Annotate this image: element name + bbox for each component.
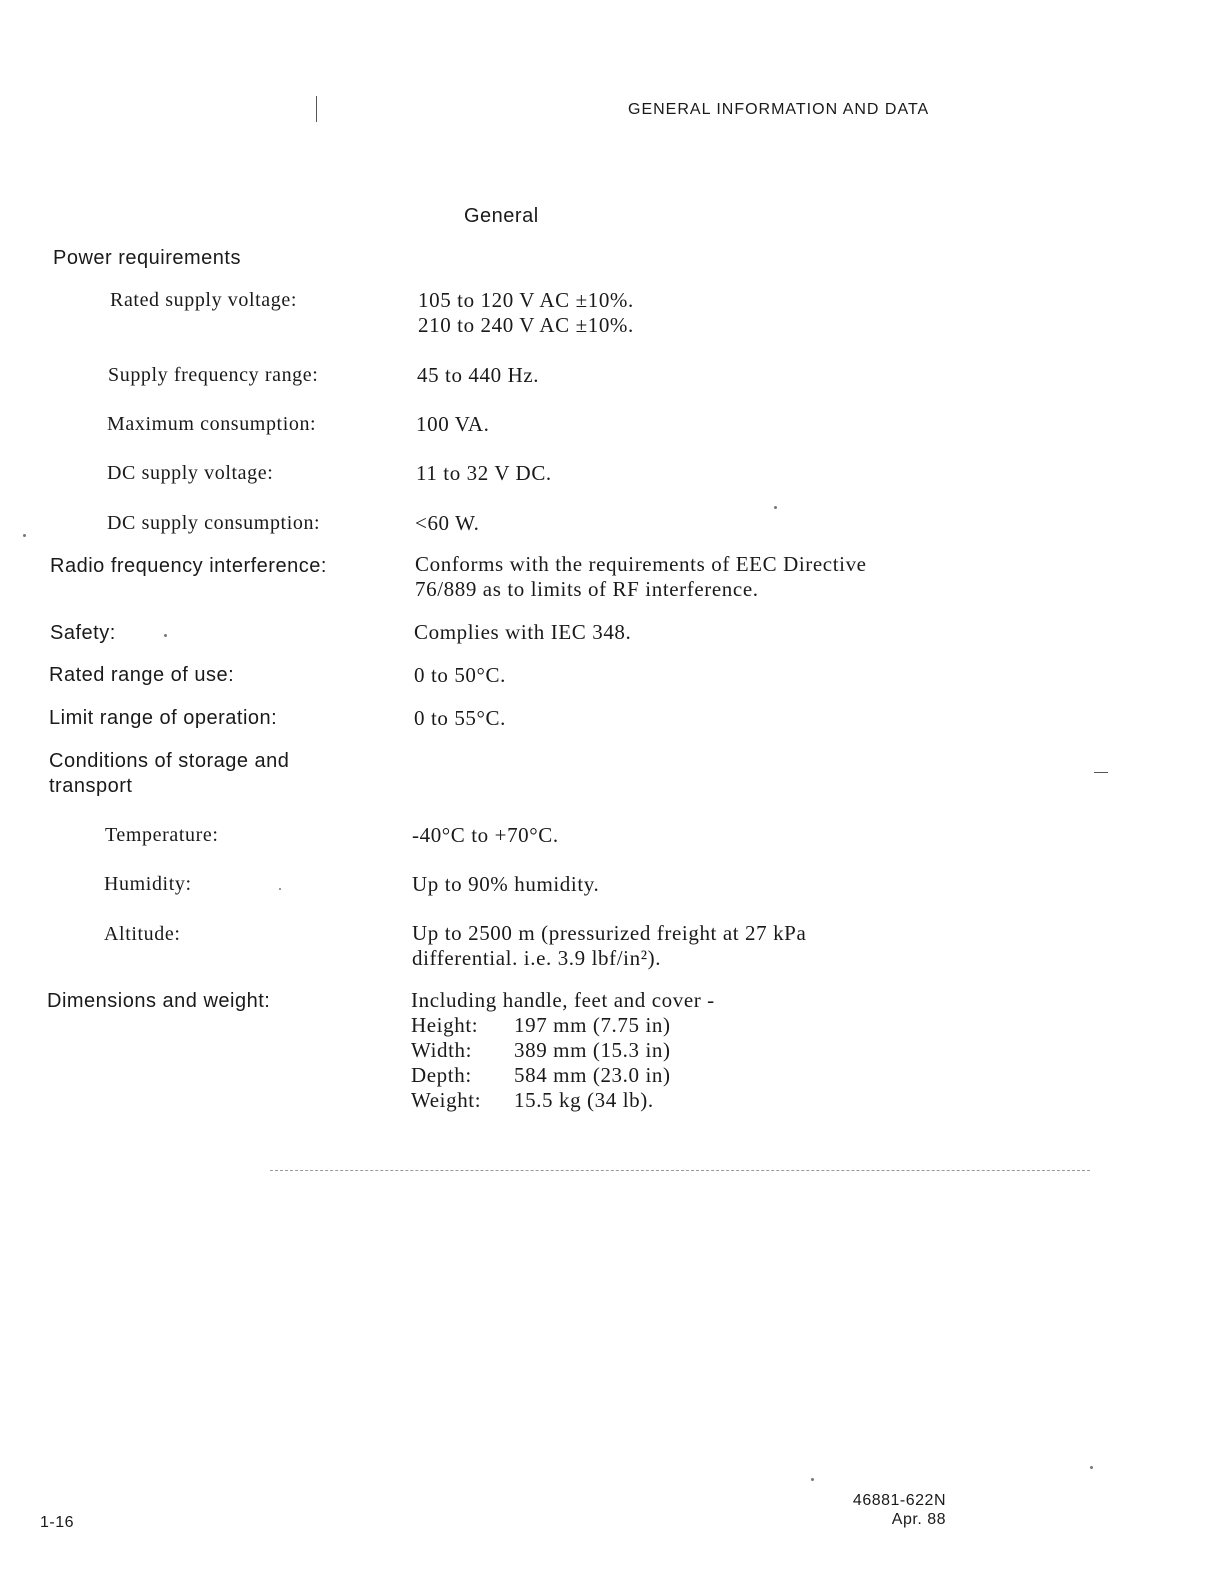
- temperature-value: -40°C to +70°C.: [412, 823, 559, 847]
- scan-mark: [316, 96, 317, 122]
- section-title: General: [464, 205, 539, 227]
- scan-mark: [1094, 772, 1108, 773]
- altitude-value: [412, 921, 806, 971]
- scan-speck: [811, 1478, 814, 1481]
- safety-label: Safety:: [50, 622, 116, 644]
- dimension-key: Depth:: [411, 1063, 472, 1087]
- document-code: [853, 1491, 946, 1529]
- humidity-value: Up to 90% humidity.: [412, 872, 600, 896]
- dimensions-row: [411, 1038, 671, 1063]
- dc-supply-consumption-value: <60 W.: [415, 511, 480, 535]
- storage-heading-line: transport: [49, 775, 133, 797]
- running-header: GENERAL INFORMATION AND DATA: [628, 101, 930, 118]
- page-number: 1-16: [40, 1514, 75, 1531]
- storage-heading: [49, 749, 289, 799]
- scan-speck: [774, 506, 777, 509]
- scan-speck: [164, 634, 167, 637]
- scan-speck: [23, 534, 26, 537]
- document-date: Apr. 88: [891, 1511, 946, 1528]
- dimensions-intro: Including handle, feet and cover -: [411, 988, 715, 1012]
- supply-frequency-label: Supply frequency range:: [108, 364, 319, 386]
- rated-range-value: 0 to 50°C.: [414, 663, 506, 687]
- maximum-consumption-label: Maximum consumption:: [107, 413, 317, 435]
- scan-speck: [279, 888, 281, 890]
- dc-supply-voltage-value: 11 to 32 V DC.: [416, 461, 552, 485]
- humidity-label: Humidity:: [104, 873, 192, 895]
- dimensions-row: [411, 1063, 671, 1088]
- dimension-key: Height:: [411, 1013, 479, 1037]
- rated-supply-voltage-line: 210 to 240 V AC ±10%.: [418, 313, 634, 337]
- altitude-line: Up to 2500 m (pressurized freight at 27 kPa: [412, 921, 807, 945]
- safety-value: Complies with IEC 348.: [414, 620, 632, 644]
- supply-frequency-value: 45 to 440 Hz.: [417, 363, 540, 387]
- rated-supply-voltage-label: Rated supply voltage:: [110, 289, 298, 311]
- dimension-value: 584 mm (23.0 in): [514, 1063, 671, 1087]
- altitude-label: Altitude:: [104, 923, 181, 945]
- scan-speck: [1090, 1466, 1093, 1469]
- rated-range-label: Rated range of use:: [49, 664, 235, 686]
- dc-supply-consumption-label: DC supply consumption:: [107, 512, 321, 534]
- dimension-value: 197 mm (7.75 in): [514, 1013, 671, 1037]
- dimensions-row: [411, 1088, 671, 1113]
- document-number: 46881-622N: [852, 1492, 946, 1509]
- dimension-key: Width:: [411, 1038, 473, 1062]
- dimension-value: 389 mm (15.3 in): [514, 1038, 671, 1062]
- dimension-value: 15.5 kg (34 lb).: [514, 1088, 654, 1112]
- maximum-consumption-value: 100 VA.: [416, 412, 490, 436]
- dimensions-block: [411, 988, 715, 1113]
- rated-supply-voltage-line: 105 to 120 V AC ±10%.: [418, 288, 634, 312]
- limit-range-label: Limit range of operation:: [49, 707, 278, 729]
- storage-heading-line: Conditions of storage and: [49, 750, 290, 772]
- rfi-line: Conforms with the requirements of EEC Directive: [415, 552, 867, 576]
- limit-range-value: 0 to 55°C.: [414, 706, 506, 730]
- temperature-label: Temperature:: [105, 824, 219, 846]
- dimensions-label: Dimensions and weight:: [47, 990, 271, 1012]
- dimensions-table: [411, 1013, 671, 1113]
- dc-supply-voltage-label: DC supply voltage:: [107, 462, 274, 484]
- rated-supply-voltage-value: [418, 288, 634, 338]
- power-requirements-heading: Power requirements: [53, 247, 241, 269]
- rfi-value: [415, 552, 867, 602]
- scan-dash-line: [270, 1170, 1090, 1172]
- rfi-line: 76/889 as to limits of RF interference.: [415, 577, 759, 601]
- dimensions-row: [411, 1013, 671, 1038]
- altitude-line: differential. i.e. 3.9 lbf/in²).: [412, 946, 662, 970]
- dimension-key: Weight:: [411, 1088, 482, 1112]
- rfi-label: Radio frequency interference:: [50, 555, 327, 577]
